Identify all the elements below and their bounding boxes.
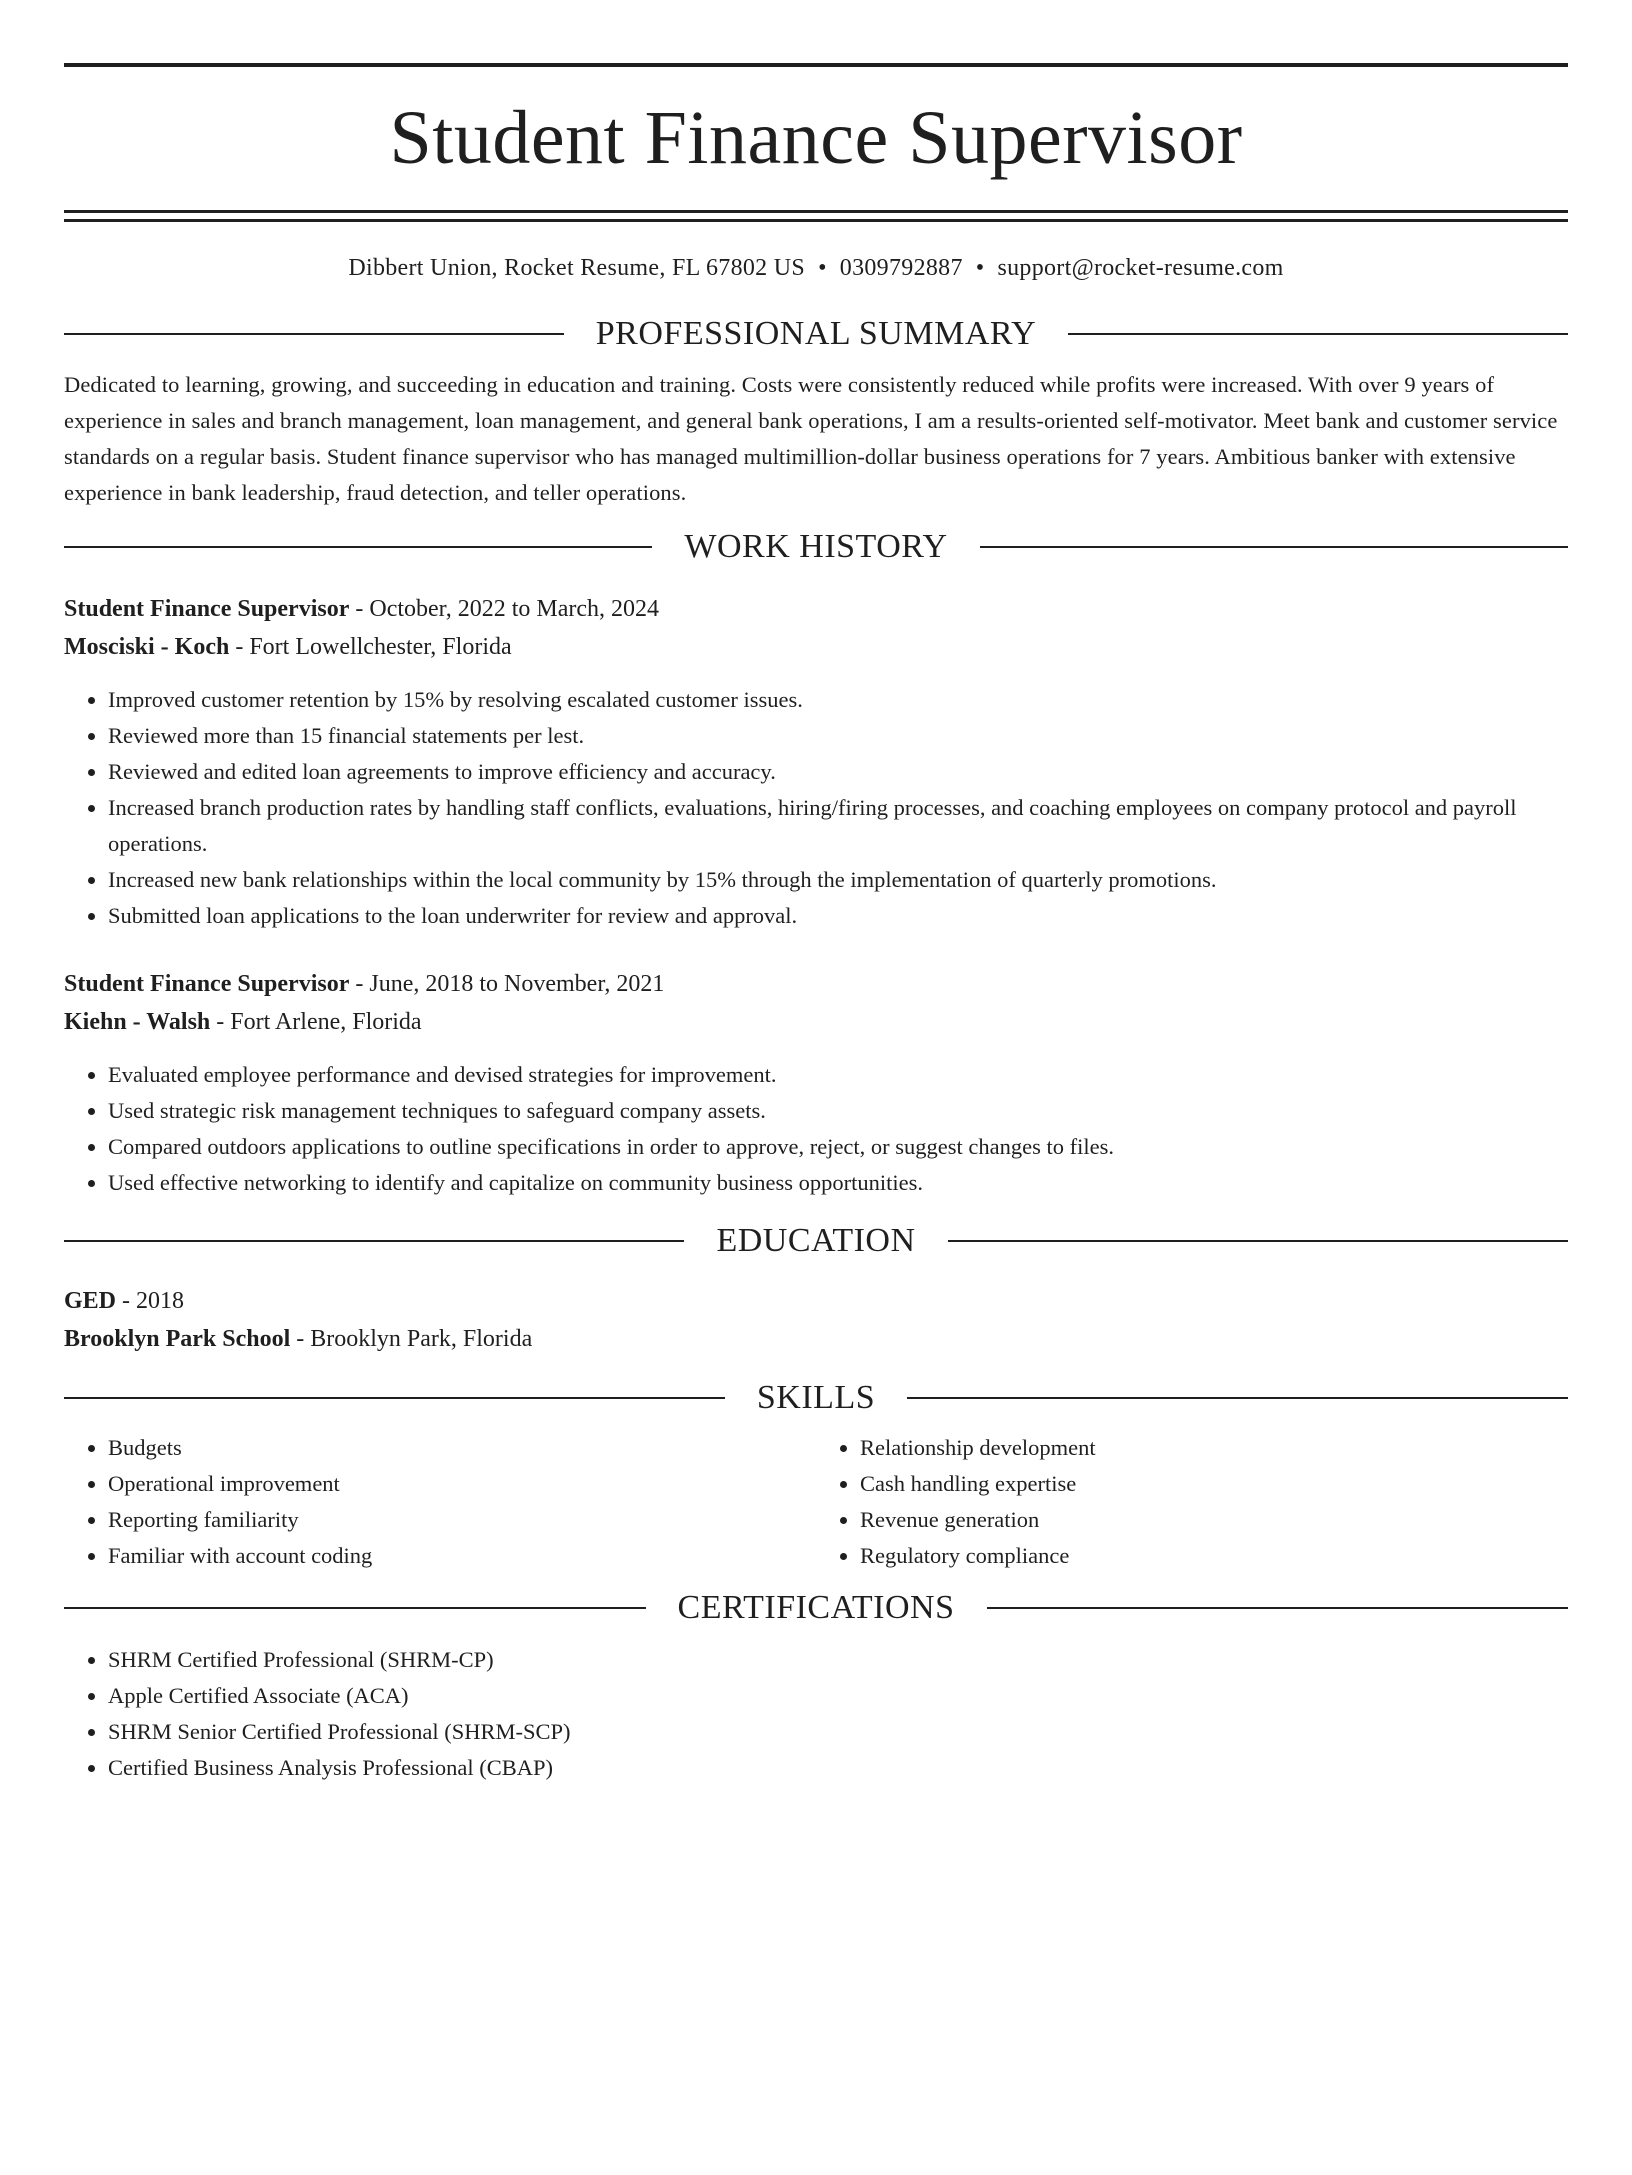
job-company-line bbox=[64, 628, 1568, 666]
section-header-certifications bbox=[64, 1588, 1568, 1628]
job-title: Student Finance Supervisor bbox=[64, 596, 350, 622]
list-item: • Regulatory compliance bbox=[860, 1538, 1568, 1574]
summary-text: Dedicated to learning, growing, and succeeding in education and training. Costs were consistently reduced while profits were increased. With over 9 years of experience in sales and branch management, loan management, and general bank operations, I am a results-oriented self-motivator. Meet bank and customer service standards on a regular basis. Student finance supervisor who has managed multimillion-dollar business operations for 7 years. Ambitious banker with extensive experience in bank leadership, fraud detection, and teller operations. bbox=[64, 372, 1558, 505]
education-year: - 2018 bbox=[116, 1288, 185, 1314]
section-title: EDUCATION bbox=[716, 1222, 916, 1259]
resume-name: Student Finance Supervisor bbox=[389, 96, 1243, 180]
contact-separator: • bbox=[975, 255, 985, 281]
list-item: • Familiar with account coding bbox=[108, 1538, 816, 1574]
contact-line bbox=[64, 253, 1568, 283]
list-item: • Increased branch production rates by handling staff conflicts, evaluations, hiring/firing processes, and coaching employees on company protocol and payroll operations. bbox=[108, 790, 1568, 862]
top-rule bbox=[64, 63, 1568, 67]
section-title: CERTIFICATIONS bbox=[677, 1589, 955, 1626]
job-bullets bbox=[64, 1057, 1568, 1201]
section-rule bbox=[64, 333, 564, 335]
section-header-summary bbox=[64, 314, 1568, 354]
skills-list bbox=[64, 1430, 1568, 1574]
education-degree: GED bbox=[64, 1288, 117, 1314]
section-rule bbox=[64, 1607, 646, 1609]
section-rule bbox=[64, 1397, 725, 1399]
list-item: • Certified Business Analysis Professional (CBAP) bbox=[108, 1750, 1568, 1786]
list-item: • Apple Certified Associate (ACA) bbox=[108, 1678, 1568, 1714]
education-degree-line bbox=[64, 1282, 1568, 1320]
contact-phone: 0309792887 bbox=[839, 255, 963, 281]
list-item: • Operational improvement bbox=[108, 1466, 816, 1502]
section-rule bbox=[64, 1240, 684, 1242]
certifications-list bbox=[64, 1642, 1568, 1786]
section-header-skills bbox=[64, 1378, 1568, 1418]
list-item: • SHRM Certified Professional (SHRM-CP) bbox=[108, 1642, 1568, 1678]
job-title: Student Finance Supervisor bbox=[64, 971, 350, 997]
list-item: • Used strategic risk management techniques to safeguard company assets. bbox=[108, 1093, 1568, 1129]
job-location: - Fort Lowellchester, Florida bbox=[229, 634, 512, 660]
resume-page bbox=[0, 63, 1632, 2175]
section-title: PROFESSIONAL SUMMARY bbox=[595, 315, 1037, 352]
list-item: • Increased new bank relationships within the local community by 15% through the implementation of quarterly promotions. bbox=[108, 862, 1568, 898]
job-title-line bbox=[64, 590, 1568, 628]
contact-address: Dibbert Union, Rocket Resume, FL 67802 US bbox=[348, 255, 806, 281]
section-title: SKILLS bbox=[756, 1379, 876, 1416]
section-header-education bbox=[64, 1221, 1568, 1261]
list-item: • Reporting familiarity bbox=[108, 1502, 816, 1538]
job-location: - Fort Arlene, Florida bbox=[210, 1009, 422, 1035]
list-item: • Submitted loan applications to the loan underwriter for review and approval. bbox=[108, 898, 1568, 934]
section-rule bbox=[1068, 333, 1568, 335]
job-entry bbox=[64, 590, 1568, 934]
education-school-line bbox=[64, 1320, 1568, 1358]
section-rule bbox=[987, 1607, 1569, 1609]
section-rule bbox=[64, 546, 652, 548]
contact-email: support@rocket-resume.com bbox=[997, 255, 1284, 281]
job-dates: - October, 2022 to March, 2024 bbox=[349, 596, 660, 622]
list-item: • Evaluated employee performance and devised strategies for improvement. bbox=[108, 1057, 1568, 1093]
section-rule bbox=[948, 1240, 1568, 1242]
job-entry bbox=[64, 965, 1568, 1201]
section-title: WORK HISTORY bbox=[684, 528, 948, 565]
job-bullets bbox=[64, 682, 1568, 934]
job-dates: - June, 2018 to November, 2021 bbox=[349, 971, 665, 997]
education-entry bbox=[64, 1282, 1568, 1358]
list-item: • SHRM Senior Certified Professional (SHRM-SCP) bbox=[108, 1714, 1568, 1750]
list-item: • Revenue generation bbox=[860, 1502, 1568, 1538]
list-item: • Reviewed more than 15 financial statements per lest. bbox=[108, 718, 1568, 754]
list-item: • Improved customer retention by 15% by resolving escalated customer issues. bbox=[108, 682, 1568, 718]
header-double-rule bbox=[64, 210, 1568, 222]
job-company-line bbox=[64, 1003, 1568, 1041]
skills-column-right bbox=[816, 1430, 1568, 1574]
list-item: • Budgets bbox=[108, 1430, 816, 1466]
job-company: Kiehn - Walsh bbox=[64, 1009, 211, 1035]
list-item: • Reviewed and edited loan agreements to improve efficiency and accuracy. bbox=[108, 754, 1568, 790]
list-item: • Compared outdoors applications to outline specifications in order to approve, reject, or suggest changes to files. bbox=[108, 1129, 1568, 1165]
section-header-work bbox=[64, 527, 1568, 567]
education-school: Brooklyn Park School bbox=[64, 1326, 291, 1352]
job-title-line bbox=[64, 965, 1568, 1003]
list-item: • Used effective networking to identify and capitalize on community business opportunities. bbox=[108, 1165, 1568, 1201]
section-rule bbox=[980, 546, 1568, 548]
education-location: - Brooklyn Park, Florida bbox=[290, 1326, 533, 1352]
contact-separator: • bbox=[818, 255, 827, 281]
list-item: • Relationship development bbox=[860, 1430, 1568, 1466]
section-rule bbox=[907, 1397, 1568, 1399]
job-company: Mosciski - Koch bbox=[64, 634, 230, 660]
list-item: • Cash handling expertise bbox=[860, 1466, 1568, 1502]
skills-column-left bbox=[64, 1430, 816, 1574]
